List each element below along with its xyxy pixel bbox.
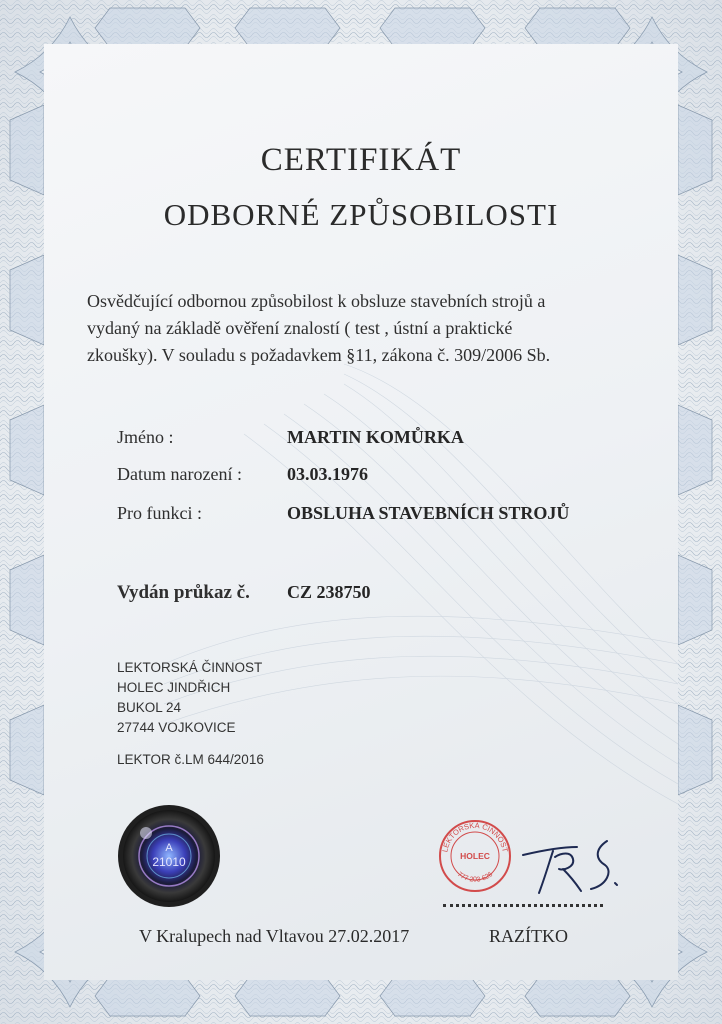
certificate-subtitle: ODBORNÉ ZPŮSOBILOSTI: [163, 197, 559, 232]
svg-text:LEKTORSKÁ ČINNOST: [440, 821, 510, 853]
name-label: Jméno :: [117, 427, 174, 447]
issuer-line: 27744 VOJKOVICE: [117, 720, 236, 735]
round-stamp: [437, 818, 513, 894]
svg-text:777 203 626: [456, 871, 494, 884]
place-and-date: V Kralupech nad Vltavou 27.02.2017: [139, 926, 410, 946]
stamp-center-text: HOLEC: [460, 851, 490, 861]
name-value: MARTIN KOMŮRKA: [287, 427, 464, 447]
intro-paragraph: [87, 288, 647, 369]
dob-value: 03.03.1976: [287, 464, 368, 484]
hologram-number: 21010: [152, 855, 186, 869]
intro-line: vydaný na základě ověření znalostí ( test , ústní a praktické: [87, 318, 513, 338]
intro-line: Osvědčující odbornou způsobilost k obsluze stavebních strojů a: [87, 291, 546, 311]
function-label: Pro funkci :: [117, 503, 202, 523]
stamp-bottom-text: 777 203 626: [455, 870, 495, 884]
issuer-line: HOLEC JINDŘICH: [117, 680, 231, 695]
card-value: CZ 238750: [287, 582, 371, 602]
dob-label: Datum narození :: [117, 464, 242, 484]
hologram-sticker: [116, 803, 222, 909]
intro-line: zkoušky). V souladu s požadavkem §11, zákona č. 309/2006 Sb.: [87, 345, 551, 365]
function-value: OBSLUHA STAVEBNÍCH STROJŮ: [287, 503, 570, 523]
card-label: Vydán průkaz č.: [117, 582, 250, 603]
signature-line: [443, 904, 603, 907]
certificate-title: CERTIFIKÁT: [260, 142, 462, 178]
issuer-line: BUKOL 24: [117, 700, 182, 715]
stamp-label: RAZÍTKO: [489, 926, 568, 946]
stamp-arc-text: LEKTORSKÁ ČINNOST: [440, 820, 510, 853]
lector-number: LEKTOR č.LM 644/2016: [117, 752, 264, 767]
issuer-line: LEKTORSKÁ ČINNOST: [117, 660, 263, 675]
hologram-letter: A: [165, 842, 173, 854]
handwritten-signature: [515, 833, 625, 903]
